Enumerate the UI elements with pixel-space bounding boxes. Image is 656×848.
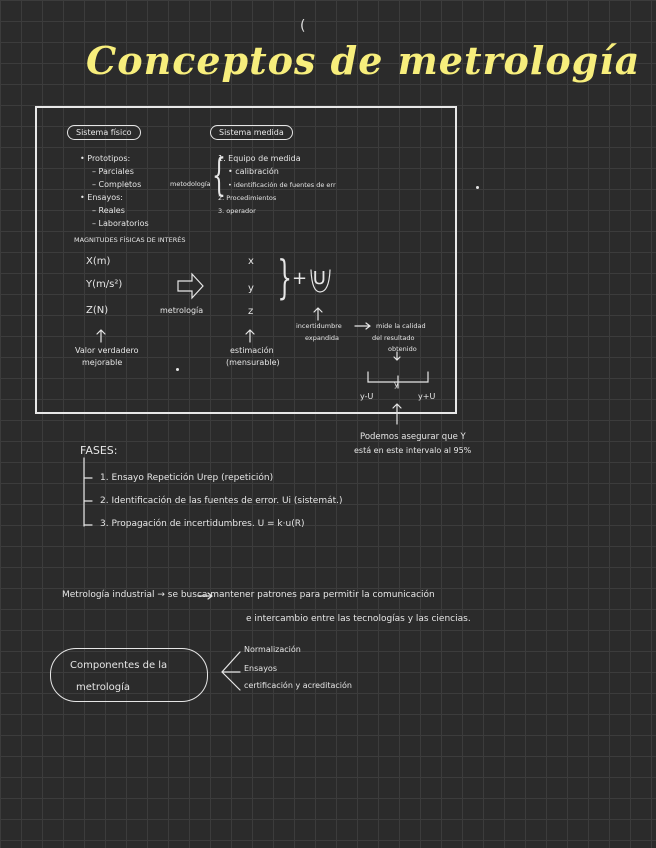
interval-left: y-U [360, 392, 374, 401]
down-arrow-icon [394, 352, 400, 360]
componentes-cloud [50, 648, 208, 702]
fisico-item: – Completos [92, 180, 142, 189]
fisico-item: – Parciales [92, 167, 134, 176]
est-z: z [248, 306, 254, 317]
podemos-note: Podemos asegurar que Y [360, 432, 466, 442]
interval-right: y+U [418, 392, 436, 401]
var-x: X(m) [86, 256, 111, 267]
interval-mid: y [394, 380, 399, 389]
incertidumbre-label: expandida [305, 334, 340, 342]
valor-label: Valor verdadero [75, 346, 139, 355]
sistema-medida-pill: Sistema medida [210, 125, 293, 140]
metrologia-label: metrología [160, 306, 204, 315]
est-y: y [248, 283, 254, 294]
componente-item: Normalización [244, 645, 301, 654]
estimacion-label: estimación [230, 346, 274, 355]
fisico-item: • Prototipos: [80, 154, 131, 163]
metrologia-arrow-icon [178, 274, 203, 298]
mide-label: del resultado [372, 334, 415, 342]
u-shape-icon [311, 270, 330, 292]
medida-item: • identificación de fuentes de err [228, 181, 336, 189]
industrial-line: Metrología industrial → se busca mantener patrones para permitir la comunicación [62, 590, 435, 600]
up-arrow-icon [314, 308, 322, 320]
mide-label: mide la calidad [376, 322, 426, 330]
fisico-item: • Ensayos: [80, 193, 123, 202]
magnitudes-heading: MAGNITUDES FÍSICAS DE INTERÉS [74, 236, 186, 244]
componentes-fork [222, 652, 240, 690]
right-arrow-icon [355, 323, 370, 329]
pen-dot [176, 368, 179, 371]
componente-item: certificación y acreditación [244, 681, 352, 690]
pen-mark: ( [300, 18, 306, 34]
fases-heading: FASES: [80, 444, 118, 457]
componentes-label: metrología [76, 682, 130, 693]
up-arrow-icon [246, 330, 254, 342]
var-z: Z(N) [86, 305, 109, 316]
fisico-item: – Laboratorios [92, 219, 149, 228]
est-x: x [248, 256, 254, 267]
fase-item: 2. Identificación de las fuentes de error. Ui (sistemát.) [100, 496, 343, 506]
medida-brace: { [212, 150, 226, 201]
fases-bracket [84, 458, 92, 526]
estimation-brace: } [277, 250, 292, 304]
fisico-item: – Reales [92, 206, 125, 215]
up-arrow-icon [97, 330, 105, 342]
page-title: Conceptos de metrología [86, 38, 641, 83]
estimacion-label: (mensurable) [226, 358, 280, 367]
valor-label: mejorable [82, 358, 123, 367]
medida-item: • calibración [228, 167, 279, 176]
metodologia-side-label: metodología [170, 180, 211, 188]
plus-u-label: + U [292, 268, 326, 289]
mide-label: obtenido [388, 345, 417, 353]
medida-item: 1. Equipo de medida [218, 154, 301, 163]
medida-item: 2. Procedimientos [218, 194, 277, 202]
var-y: Y(m/s²) [86, 279, 123, 290]
medida-item: 3. operador [218, 207, 256, 215]
industrial-line: e intercambio entre las tecnologías y las ciencias. [246, 614, 471, 624]
incertidumbre-label: incertidumbre [296, 322, 342, 330]
componentes-label: Componentes de la [70, 660, 168, 671]
up-arrow-icon [393, 404, 401, 424]
fase-item: 1. Ensayo Repetición Urep (repetición) [100, 473, 274, 483]
componente-item: Ensayos [244, 664, 277, 673]
sistema-fisico-pill: Sistema físico [67, 125, 141, 140]
podemos-note: está en este intervalo al 95% [354, 446, 472, 455]
fase-item: 3. Propagación de incertidumbres. U = k·u(R) [100, 519, 305, 529]
